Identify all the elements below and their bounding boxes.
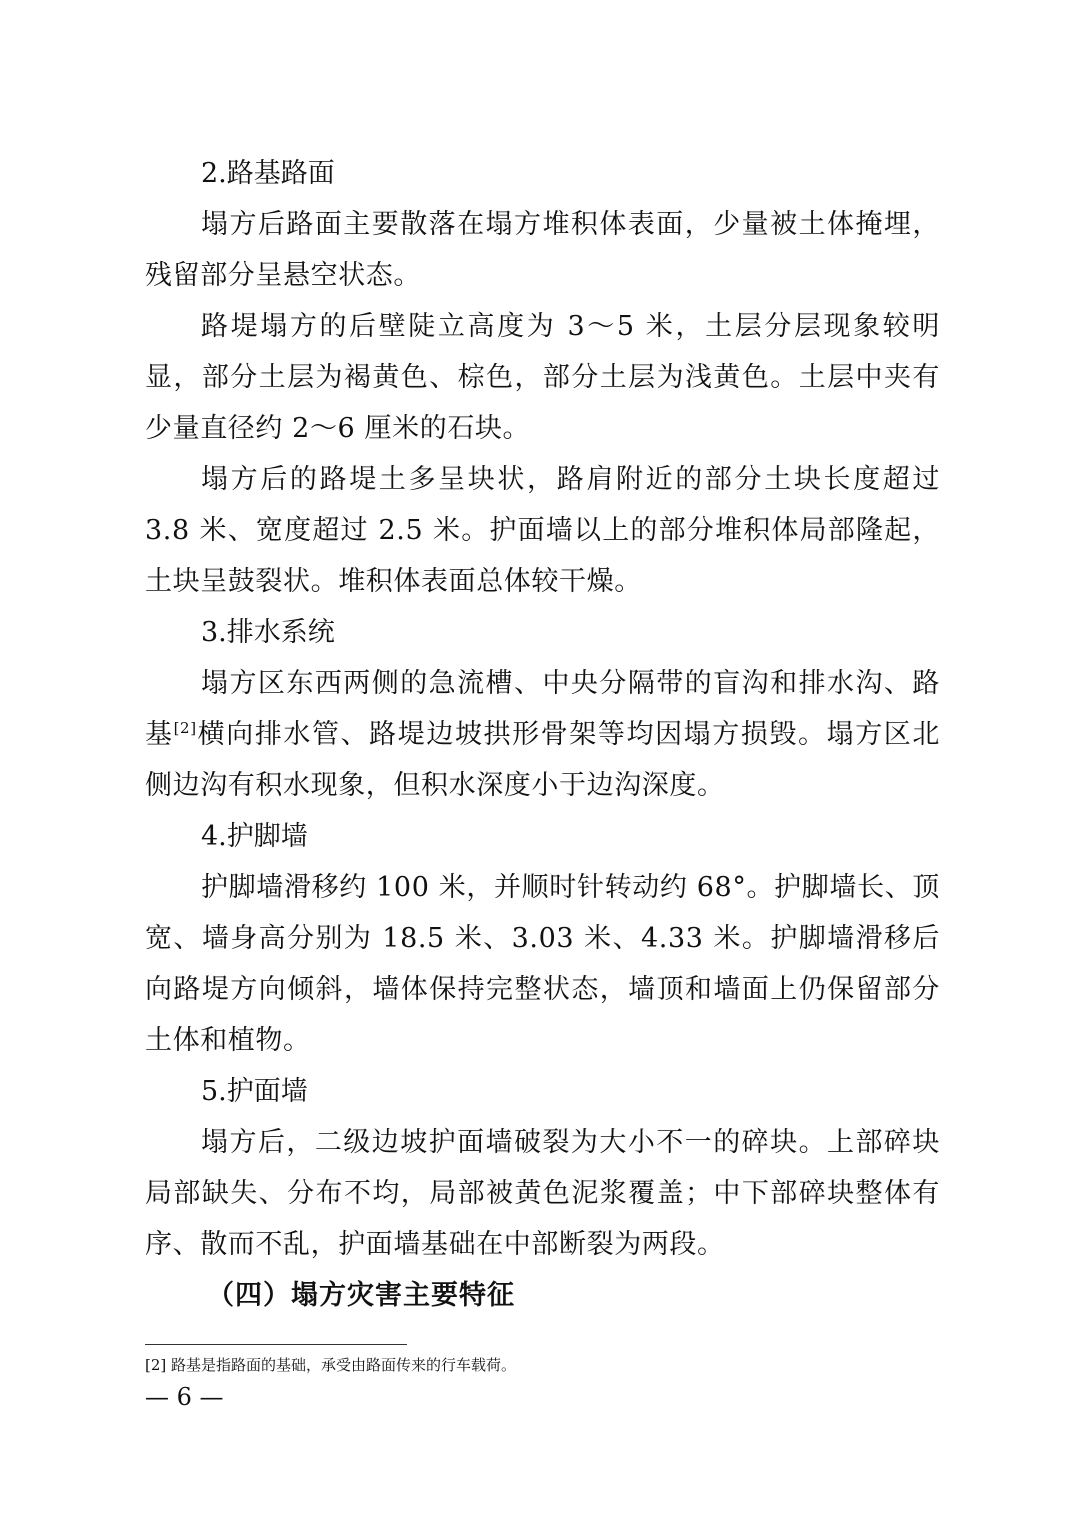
document-body [145, 148, 940, 1321]
paragraph-text-after: 横向排水管、路堤边坡拱形骨架等均因塌方损毁。塌方区北侧边沟有积水现象，但积水深度小于边沟深度。 [145, 719, 940, 801]
heading-toe-wall: 4.护脚墙 [201, 821, 308, 852]
paragraph: 塌方后路面主要散落在塌方堆积体表面，少量被土体掩埋，残留部分呈悬空状态。 [145, 209, 940, 291]
page-number: — 6 — [145, 1383, 224, 1411]
heading-drainage: 3.排水系统 [201, 617, 335, 648]
paragraph: 路堤塌方的后壁陡立高度为 3～5 米，土层分层现象较明显，部分土层为褐黄色、棕色，部分土层为浅黄色。土层中夹有少量直径约 2～6 厘米的石块。 [145, 311, 940, 444]
footnote-reference[interactable]: [2] [173, 719, 197, 737]
section-heading: （四）塌方灾害主要特征 [207, 1280, 515, 1311]
footnote: [2] 路基是指路面的基础，承受由路面传来的行车载荷。 [145, 1356, 517, 1374]
heading-facing-wall: 5.护面墙 [201, 1076, 308, 1107]
paragraph-with-footnote-ref [145, 658, 940, 811]
paragraph: 塌方后的路堤土多呈块状，路肩附近的部分土块长度超过 3.8 米、宽度超过 2.5 米。护面墙以上的部分堆积体局部隆起，土块呈鼓裂状。堆积体表面总体较干燥。 [145, 464, 940, 597]
paragraph: 护脚墙滑移约 100 米，并顺时针转动约 68°。护脚墙长、顶宽、墙身高分别为 18.5 米、3.03 米、4.33 米。护脚墙滑移后向路堤方向倾斜，墙体保持完整状态，墙顶和墙面上仍保留部分土体和植物。 [145, 872, 940, 1056]
paragraph: 塌方后，二级边坡护面墙破裂为大小不一的碎块。上部碎块局部缺失、分布不均，局部被黄色泥浆覆盖；中下部碎块整体有序、散而不乱，护面墙基础在中部断裂为两段。 [145, 1127, 940, 1260]
heading-roadbed: 2.路基路面 [201, 158, 335, 189]
footnote-divider [145, 1344, 407, 1345]
paragraph-text-before: 塌方区东西两侧的急流槽、中央分隔带的盲沟和排水沟、路基 [145, 668, 940, 750]
